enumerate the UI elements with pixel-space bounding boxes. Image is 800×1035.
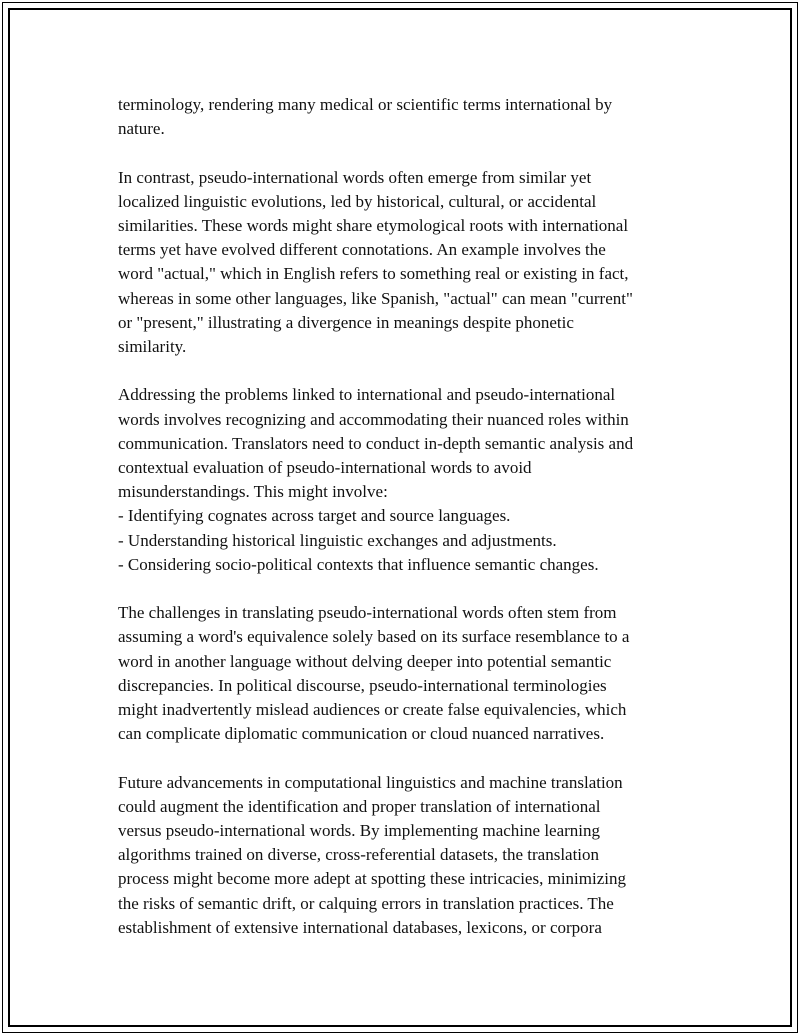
text-line: word "actual," which in English refers to something real or existing in fact, <box>118 264 629 284</box>
text-line: might inadvertently mislead audiences or create false equivalencies, which <box>118 700 627 720</box>
text-line: the risks of semantic drift, or calquing errors in translation practices. The <box>118 893 614 913</box>
list-item: - Considering socio-political contexts that influence semantic changes. <box>118 554 599 574</box>
paragraph-terminology <box>118 93 688 141</box>
paragraph-future-advancements <box>118 771 688 940</box>
document-body <box>118 93 688 964</box>
text-line: terms yet have evolved different connotations. An example involves the <box>118 240 606 260</box>
text-line: similarity. <box>118 337 187 357</box>
list-item: - Understanding historical linguistic exchanges and adjustments. <box>118 530 557 550</box>
text-line: words involves recognizing and accommodating their nuanced roles within <box>118 409 629 429</box>
text-line: similarities. These words might share etymological roots with international <box>118 216 629 235</box>
paragraph-pseudo-international <box>118 166 688 360</box>
text-line: nature. <box>118 119 165 139</box>
text-line: discrepancies. In political discourse, pseudo-international terminologies <box>118 675 607 695</box>
text-line: misunderstandings. This might involve: <box>118 482 388 502</box>
text-line: whereas in some other languages, like Spanish, "actual" can mean "current" <box>118 288 633 308</box>
text-line: Addressing the problems linked to international and pseudo-international <box>118 385 616 405</box>
text-line: terminology, rendering many medical or scientific terms international by <box>118 95 613 114</box>
paragraph-addressing-problems <box>118 383 688 577</box>
paragraph-challenges <box>118 601 688 746</box>
text-line: or "present," illustrating a divergence in meanings despite phonetic <box>118 312 574 332</box>
text-line: Future advancements in computational linguistics and machine translation <box>118 772 623 792</box>
text-line: contextual evaluation of pseudo-international words to avoid <box>118 458 532 478</box>
list-item: - Identifying cognates across target and source languages. <box>118 506 511 526</box>
text-line: algorithms trained on diverse, cross-referential datasets, the translation <box>118 845 600 865</box>
text-line: The challenges in translating pseudo-international words often stem from <box>118 603 617 623</box>
text-line: process might become more adept at spotting these intricacies, minimizing <box>118 869 626 889</box>
text-line: In contrast, pseudo-international words often emerge from similar yet <box>118 167 592 187</box>
text-line: assuming a word's equivalence solely based on its surface resemblance to a <box>118 627 630 647</box>
text-line: versus pseudo-international words. By implementing machine learning <box>118 821 601 841</box>
text-line: can complicate diplomatic communication or cloud nuanced narratives. <box>118 724 605 744</box>
text-line: localized linguistic evolutions, led by historical, cultural, or accidental <box>118 191 597 211</box>
text-line: communication. Translators need to conduct in-depth semantic analysis and <box>118 433 634 453</box>
text-line: word in another language without delving deeper into potential semantic <box>118 651 612 671</box>
text-line: establishment of extensive international databases, lexicons, or corpora <box>118 917 602 937</box>
text-line: could augment the identification and proper translation of international <box>118 796 601 816</box>
